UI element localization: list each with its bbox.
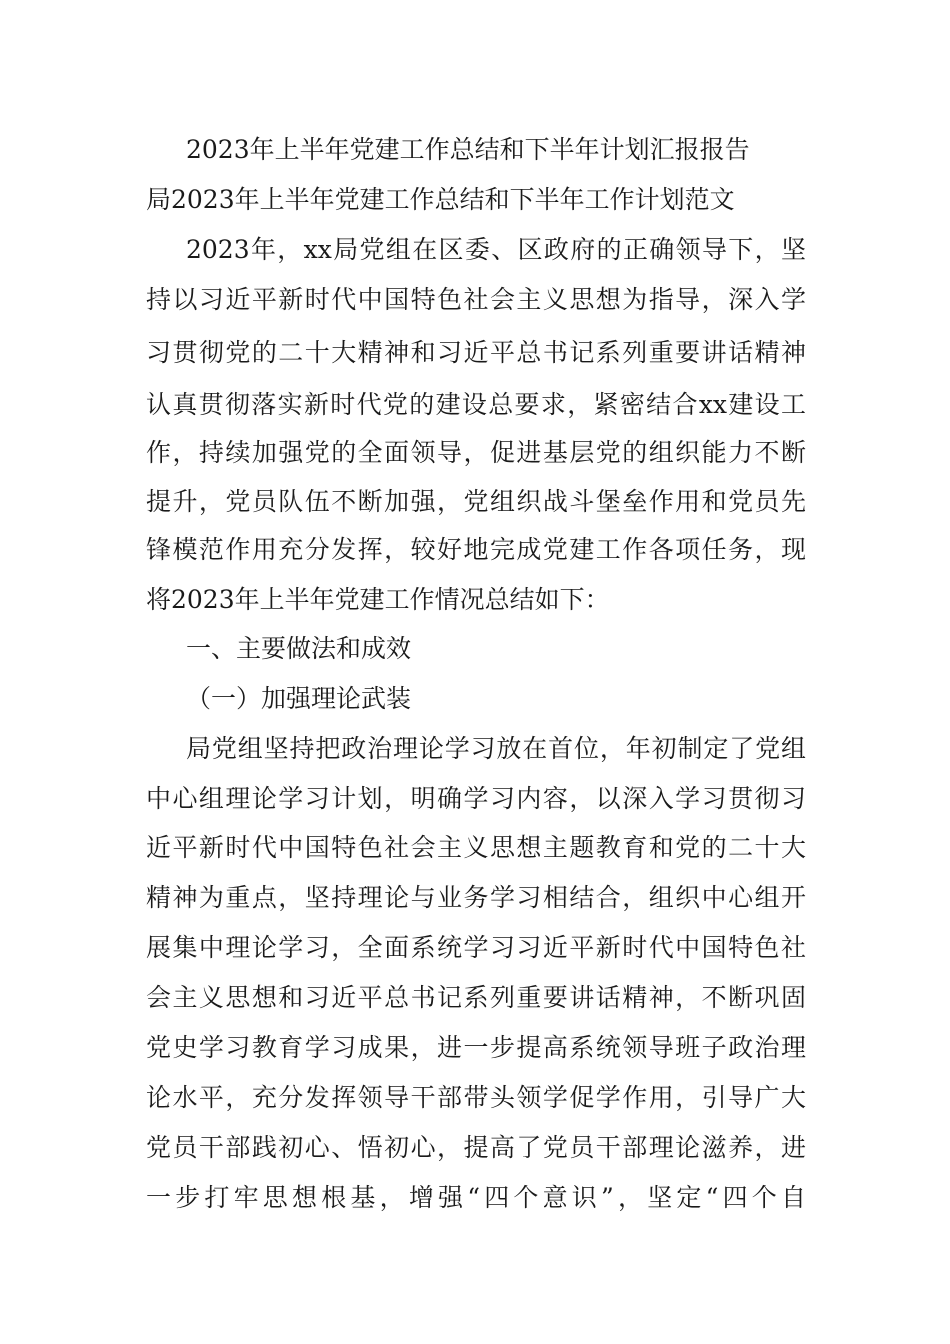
section-heading: 一、主要做法和成效 — [186, 634, 412, 663]
paragraph-line: 会主义思想和习近平总书记系列重要讲话精神，不断巩固 — [146, 983, 806, 1012]
document-title: 2023年上半年党建工作总结和下半年计划汇报报告 — [186, 135, 750, 164]
paragraph-line: 中心组理论学习计划，明确学习内容，以深入学习贯彻习 — [146, 784, 806, 813]
paragraph-line: 习贯彻党的二十大精神和习近平总书记系列重要讲话精神 — [146, 338, 806, 367]
document-subtitle: 局2023年上半年党建工作总结和下半年工作计划范文 — [146, 185, 735, 214]
paragraph-line: 作，持续加强党的全面领导，促进基层党的组织能力不断 — [146, 438, 806, 467]
paragraph-line: 局党组坚持把政治理论学习放在首位，年初制定了党组 — [186, 734, 806, 763]
paragraph-line: 展集中理论学习，全面系统学习习近平新时代中国特色社 — [146, 933, 806, 962]
subsection-heading: （一）加强理论武装 — [186, 684, 412, 713]
paragraph-line: 论水平，充分发挥领导干部带头领学促学作用，引导广大 — [146, 1083, 806, 1112]
paragraph-line: 党史学习教育学习成果，进一步提高系统领导班子政治理 — [146, 1033, 806, 1062]
paragraph-line: 2023年，xx局党组在区委、区政府的正确领导下，坚 — [186, 235, 806, 264]
paragraph-line: 提升，党员队伍不断加强，党组织战斗堡垒作用和党员先 — [146, 487, 806, 516]
paragraph-line: 认真贯彻落实新时代党的建设总要求，紧密结合xx建设工 — [146, 390, 806, 419]
paragraph-line: 持以习近平新时代中国特色社会主义思想为指导，深入学 — [146, 285, 806, 314]
paragraph-line: 一步打牢思想根基，增强“四个意识”，坚定“四个自 — [146, 1183, 806, 1212]
paragraph-line: 将2023年上半年党建工作情况总结如下： — [146, 585, 610, 614]
paragraph-line: 精神为重点，坚持理论与业务学习相结合，组织中心组开 — [146, 883, 806, 912]
paragraph-line: 锋模范作用充分发挥，较好地完成党建工作各项任务，现 — [146, 535, 806, 564]
paragraph-line: 近平新时代中国特色社会主义思想主题教育和党的二十大 — [146, 833, 806, 862]
paragraph-line: 党员干部践初心、悟初心，提高了党员干部理论滋养，进 — [146, 1133, 806, 1162]
